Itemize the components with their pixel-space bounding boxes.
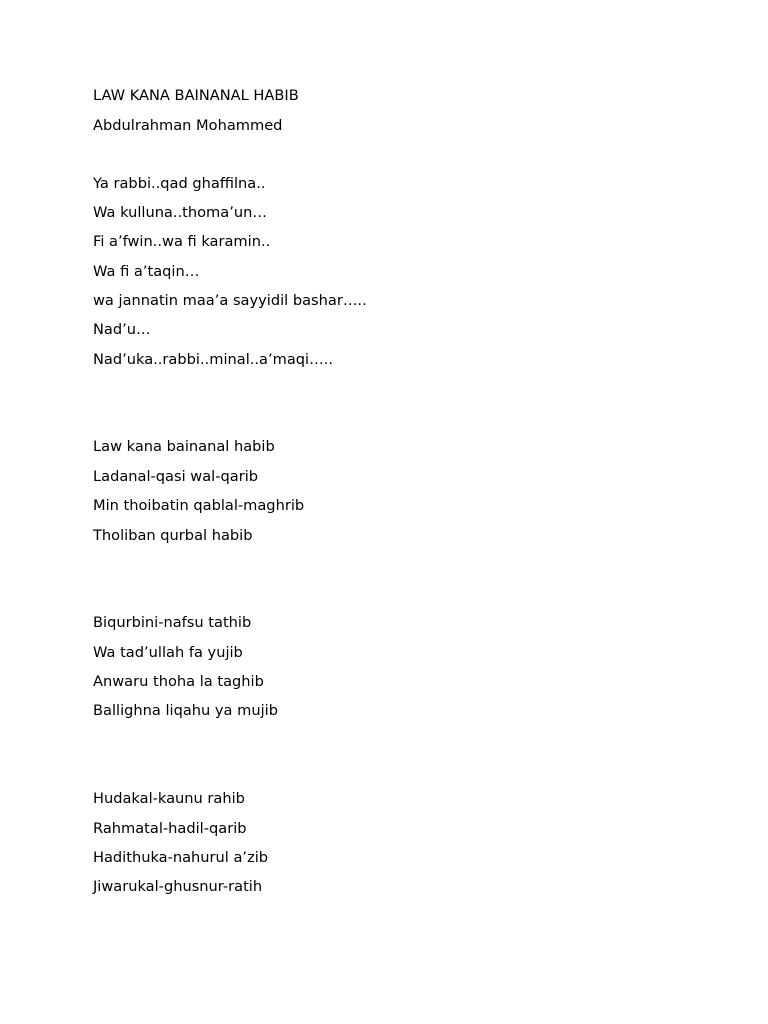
stanza1-line: Law kana bainanal habib [93,438,275,455]
stanza1-line: Min thoibatin qablal-maghrib [93,497,305,514]
intro-line: Nad’uka..rabbi..minal..a’maqi….. [93,351,333,368]
document-title: LAW KANA BAINANAL HABIB [93,87,299,104]
stanza2-line: Biqurbini-nafsu tathib [93,614,252,631]
intro-line: Fi a’fwin..wa fi karamin.. [93,233,271,250]
stanza3-line: Hadithuka-nahurul a’zib [93,849,269,866]
stanza1-line: Tholiban qurbal habib [93,527,253,544]
intro-line: Wa fi a’taqin… [93,263,200,280]
intro-line: Wa kulluna..thoma’un… [93,204,267,221]
document-author: Abdulrahman Mohammed [93,117,283,134]
intro-line: wa jannatin maa’a sayyidil bashar….. [93,292,367,309]
stanza1-line: Ladanal-qasi wal-qarib [93,468,259,485]
stanza2-line: Ballighna liqahu ya mujib [93,702,278,719]
stanza3-line: Rahmatal-hadil-qarib [93,820,247,837]
stanza3-line: Jiwarukal-ghusnur-ratih [93,878,263,895]
intro-line: Ya rabbi..qad ghaffilna.. [93,175,266,192]
intro-line: Nad’u… [93,321,151,338]
stanza2-line: Anwaru thoha la taghib [93,673,264,690]
stanza2-line: Wa tad’ullah fa yujib [93,644,243,661]
stanza3-line: Hudakal-kaunu rahib [93,790,245,807]
